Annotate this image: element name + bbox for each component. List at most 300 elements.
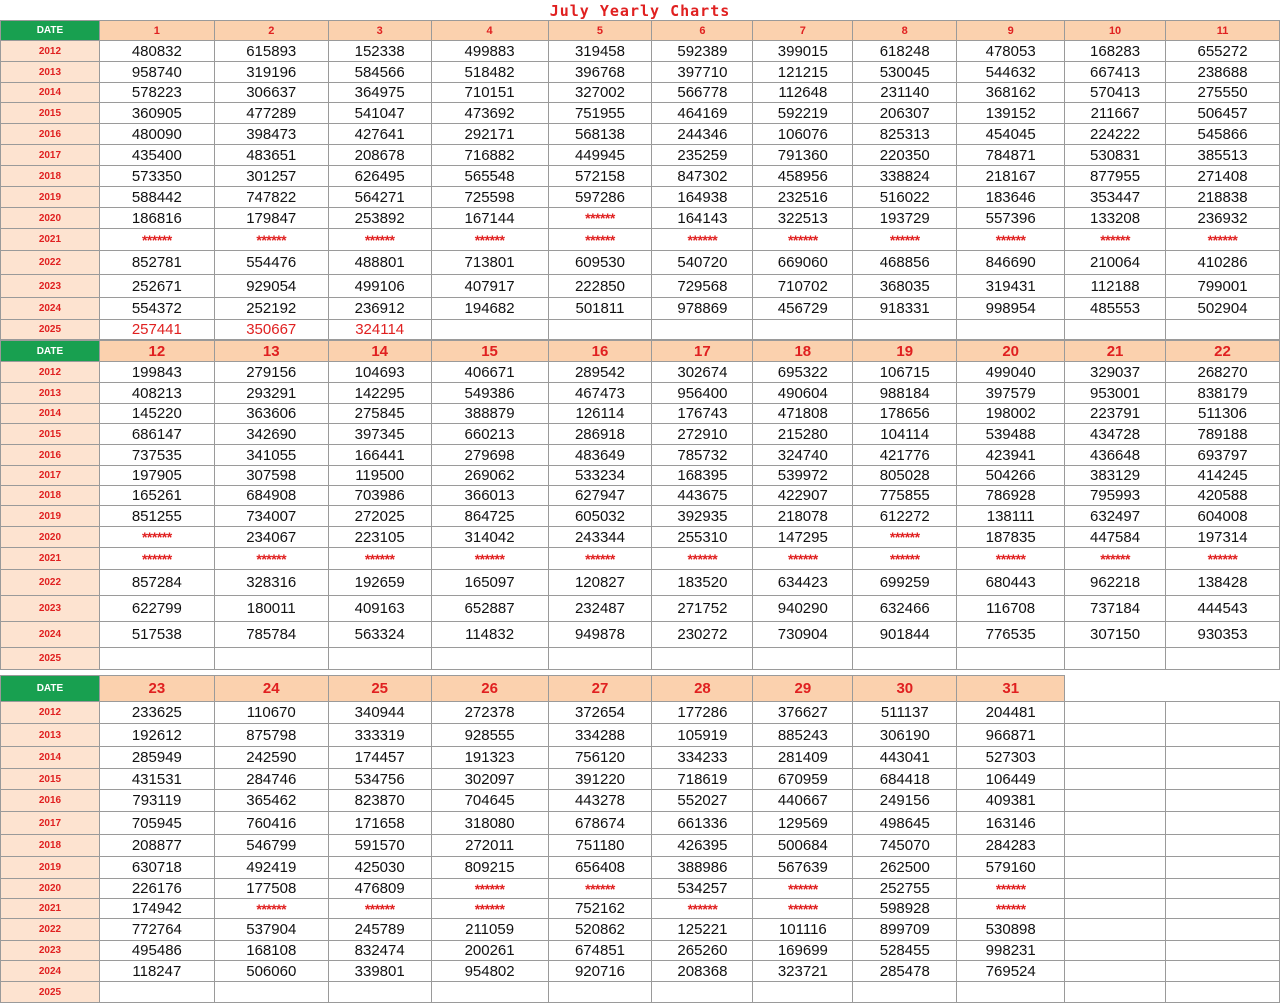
result-cell: 388879 — [431, 404, 548, 424]
result-cell: 366013 — [431, 486, 548, 506]
result-cell: 120827 — [548, 570, 652, 596]
year-label: 2012 — [1, 702, 100, 724]
year-label: 2020 — [1, 879, 100, 899]
result-cell: 435400 — [99, 145, 214, 166]
result-cell: 747822 — [214, 187, 328, 208]
result-cell: 612272 — [853, 506, 957, 527]
day-header: 28 — [652, 676, 753, 702]
result-cell: ****** — [99, 548, 214, 570]
result-cell: 458956 — [753, 166, 853, 187]
result-cell: 541047 — [328, 103, 431, 124]
result-cell: 530898 — [957, 919, 1065, 941]
day-header: 22 — [1166, 341, 1280, 362]
year-label: 2025 — [1, 320, 100, 340]
year-row — [1, 187, 1280, 208]
year-row — [1, 83, 1280, 103]
result-cell: 737184 — [1065, 596, 1166, 622]
result-cell: 398473 — [214, 124, 328, 145]
result-cell: 634423 — [753, 570, 853, 596]
result-cell: 656408 — [548, 857, 652, 879]
result-cell: 864725 — [431, 506, 548, 527]
year-label: 2015 — [1, 424, 100, 445]
result-cell: ****** — [431, 899, 548, 919]
empty-cell — [1166, 724, 1280, 747]
result-cell: 271408 — [1166, 166, 1280, 187]
result-cell: 716882 — [431, 145, 548, 166]
result-cell: 949878 — [548, 622, 652, 648]
result-cell — [753, 320, 853, 340]
result-cell: 552027 — [652, 790, 753, 812]
result-cell: 407917 — [431, 275, 548, 298]
result-cell: 730904 — [753, 622, 853, 648]
result-cell: 745070 — [853, 835, 957, 857]
year-label: 2022 — [1, 919, 100, 941]
result-cell: 480832 — [99, 41, 214, 62]
result-cell: 211667 — [1065, 103, 1166, 124]
result-cell: ****** — [1166, 548, 1280, 570]
result-cell: 106449 — [957, 769, 1065, 790]
year-label: 2012 — [1, 362, 100, 383]
result-cell: 492419 — [214, 857, 328, 879]
result-cell: 630718 — [99, 857, 214, 879]
result-cell: 597286 — [548, 187, 652, 208]
result-cell — [214, 982, 328, 1003]
empty-cell — [1166, 747, 1280, 769]
result-cell: 420588 — [1166, 486, 1280, 506]
year-row — [1, 769, 1280, 790]
day-header: 20 — [957, 341, 1065, 362]
result-cell: 232487 — [548, 596, 652, 622]
result-cell: 549386 — [431, 383, 548, 404]
year-row — [1, 506, 1280, 527]
result-cell: 615893 — [214, 41, 328, 62]
result-cell: 578223 — [99, 83, 214, 103]
result-cell — [431, 648, 548, 670]
result-cell: 350667 — [214, 320, 328, 340]
year-label: 2024 — [1, 298, 100, 320]
result-cell: 527303 — [957, 747, 1065, 769]
result-cell: 110670 — [214, 702, 328, 724]
result-cell: ****** — [957, 548, 1065, 570]
year-label: 2023 — [1, 941, 100, 961]
result-cell: 168108 — [214, 941, 328, 961]
result-cell: 592389 — [652, 41, 753, 62]
result-cell: 564271 — [328, 187, 431, 208]
result-cell: 539972 — [753, 466, 853, 486]
day-header: 1 — [99, 21, 214, 41]
result-cell: 342690 — [214, 424, 328, 445]
result-cell: 327002 — [548, 83, 652, 103]
result-cell: ****** — [548, 879, 652, 899]
date-header: DATE — [1, 21, 100, 41]
day-header: 13 — [214, 341, 328, 362]
year-row — [1, 982, 1280, 1003]
result-cell: 414245 — [1166, 466, 1280, 486]
year-label: 2014 — [1, 747, 100, 769]
result-cell: 693797 — [1166, 445, 1280, 466]
empty-cell — [1065, 747, 1166, 769]
day-header: 18 — [753, 341, 853, 362]
chart-table-days-1-11 — [0, 20, 1280, 340]
result-cell: 456729 — [753, 298, 853, 320]
year-label: 2013 — [1, 724, 100, 747]
result-cell: 660213 — [431, 424, 548, 445]
result-cell: 478053 — [957, 41, 1065, 62]
empty-cell — [1166, 919, 1280, 941]
result-cell: 204481 — [957, 702, 1065, 724]
year-row — [1, 919, 1280, 941]
result-cell: 119500 — [328, 466, 431, 486]
result-cell — [1166, 320, 1280, 340]
result-cell: 427641 — [328, 124, 431, 145]
day-header: 17 — [652, 341, 753, 362]
result-cell: 376627 — [753, 702, 853, 724]
result-cell: ****** — [548, 229, 652, 251]
result-cell: 572158 — [548, 166, 652, 187]
result-cell: 440667 — [753, 790, 853, 812]
result-cell: 183646 — [957, 187, 1065, 208]
result-cell — [753, 648, 853, 670]
result-cell: 176743 — [652, 404, 753, 424]
year-label: 2021 — [1, 899, 100, 919]
result-cell: 421776 — [853, 445, 957, 466]
result-cell: 164143 — [652, 208, 753, 229]
result-cell: 464169 — [652, 103, 753, 124]
result-cell: ****** — [853, 229, 957, 251]
year-row — [1, 702, 1280, 724]
year-row — [1, 724, 1280, 747]
result-cell: ****** — [853, 548, 957, 570]
result-cell: 920716 — [548, 961, 652, 982]
result-cell: 164938 — [652, 187, 753, 208]
result-cell: 177286 — [652, 702, 753, 724]
result-cell: 272378 — [431, 702, 548, 724]
result-cell: 579160 — [957, 857, 1065, 879]
year-label: 2016 — [1, 124, 100, 145]
year-label: 2017 — [1, 812, 100, 835]
result-cell: 809215 — [431, 857, 548, 879]
day-header: 11 — [1166, 21, 1280, 41]
result-cell: 197905 — [99, 466, 214, 486]
result-cell: 483651 — [214, 145, 328, 166]
result-cell: 364975 — [328, 83, 431, 103]
result-cell: ****** — [99, 527, 214, 548]
year-label: 2013 — [1, 62, 100, 83]
result-cell: 285949 — [99, 747, 214, 769]
result-cell: 520862 — [548, 919, 652, 941]
result-cell: 454045 — [957, 124, 1065, 145]
result-cell: 255310 — [652, 527, 753, 548]
result-cell — [652, 320, 753, 340]
year-label: 2019 — [1, 506, 100, 527]
result-cell: 341055 — [214, 445, 328, 466]
year-label: 2017 — [1, 145, 100, 166]
result-cell: 284283 — [957, 835, 1065, 857]
result-cell: 220350 — [853, 145, 957, 166]
result-cell: 236932 — [1166, 208, 1280, 229]
year-label: 2018 — [1, 486, 100, 506]
result-cell — [548, 648, 652, 670]
result-cell: 632466 — [853, 596, 957, 622]
result-cell: 116708 — [957, 596, 1065, 622]
result-cell: 301257 — [214, 166, 328, 187]
result-cell: 165097 — [431, 570, 548, 596]
result-cell: 208678 — [328, 145, 431, 166]
result-cell: ****** — [652, 899, 753, 919]
result-cell: 234067 — [214, 527, 328, 548]
result-cell: 752162 — [548, 899, 652, 919]
year-row — [1, 362, 1280, 383]
year-row — [1, 145, 1280, 166]
result-cell: 192659 — [328, 570, 431, 596]
result-cell: 322513 — [753, 208, 853, 229]
year-label: 2023 — [1, 596, 100, 622]
result-cell: 138428 — [1166, 570, 1280, 596]
result-cell: 978869 — [652, 298, 753, 320]
year-label: 2019 — [1, 857, 100, 879]
empty-cell — [1065, 769, 1166, 790]
result-cell: 502904 — [1166, 298, 1280, 320]
result-cell: 554372 — [99, 298, 214, 320]
result-cell — [548, 320, 652, 340]
result-cell: 275845 — [328, 404, 431, 424]
result-cell: 584566 — [328, 62, 431, 83]
result-cell: 179847 — [214, 208, 328, 229]
year-label: 2018 — [1, 166, 100, 187]
result-cell: 388986 — [652, 857, 753, 879]
result-cell: 710702 — [753, 275, 853, 298]
result-cell: 591570 — [328, 835, 431, 857]
result-cell — [1166, 648, 1280, 670]
result-cell: ****** — [214, 548, 328, 570]
result-cell: 852781 — [99, 251, 214, 275]
year-row — [1, 424, 1280, 445]
result-cell: 785784 — [214, 622, 328, 648]
result-cell: 622799 — [99, 596, 214, 622]
result-cell: 557396 — [957, 208, 1065, 229]
result-cell: 252192 — [214, 298, 328, 320]
year-row — [1, 486, 1280, 506]
result-cell: 784871 — [957, 145, 1065, 166]
result-cell: 106076 — [753, 124, 853, 145]
result-cell: 544632 — [957, 62, 1065, 83]
result-cell: 825313 — [853, 124, 957, 145]
year-label: 2019 — [1, 187, 100, 208]
result-cell: 847302 — [652, 166, 753, 187]
result-cell: 198002 — [957, 404, 1065, 424]
year-row — [1, 298, 1280, 320]
result-cell: 104693 — [328, 362, 431, 383]
result-cell: ****** — [431, 879, 548, 899]
day-header: 23 — [99, 676, 214, 702]
result-cell — [431, 982, 548, 1003]
year-row — [1, 899, 1280, 919]
result-cell: 319458 — [548, 41, 652, 62]
year-label: 2016 — [1, 790, 100, 812]
result-cell: 718619 — [652, 769, 753, 790]
result-cell: ****** — [1065, 229, 1166, 251]
result-cell: 793119 — [99, 790, 214, 812]
result-cell: 224222 — [1065, 124, 1166, 145]
result-cell: 699259 — [853, 570, 957, 596]
result-cell: 339801 — [328, 961, 431, 982]
result-cell: 958740 — [99, 62, 214, 83]
result-cell: 530831 — [1065, 145, 1166, 166]
result-cell: 705945 — [99, 812, 214, 835]
result-cell: 169699 — [753, 941, 853, 961]
result-cell — [214, 648, 328, 670]
year-row — [1, 166, 1280, 187]
result-cell: 823870 — [328, 790, 431, 812]
result-cell: 769524 — [957, 961, 1065, 982]
result-cell: 604008 — [1166, 506, 1280, 527]
result-cell: 338824 — [853, 166, 957, 187]
result-cell: 397710 — [652, 62, 753, 83]
result-cell: 785732 — [652, 445, 753, 466]
result-cell: 734007 — [214, 506, 328, 527]
result-cell — [431, 320, 548, 340]
day-header: 9 — [957, 21, 1065, 41]
result-cell: 563324 — [328, 622, 431, 648]
empty-cell — [1065, 982, 1166, 1003]
year-row — [1, 251, 1280, 275]
result-cell: 191323 — [431, 747, 548, 769]
result-cell: 397579 — [957, 383, 1065, 404]
result-cell: 443675 — [652, 486, 753, 506]
result-cell: 307150 — [1065, 622, 1166, 648]
year-label: 2013 — [1, 383, 100, 404]
result-cell: 678674 — [548, 812, 652, 835]
result-cell: 193729 — [853, 208, 957, 229]
result-cell: 751180 — [548, 835, 652, 857]
year-label: 2025 — [1, 982, 100, 1003]
result-cell: ****** — [957, 879, 1065, 899]
empty-cell — [1065, 919, 1166, 941]
result-cell: 737535 — [99, 445, 214, 466]
year-row — [1, 62, 1280, 83]
result-cell: 340944 — [328, 702, 431, 724]
year-row — [1, 941, 1280, 961]
empty-cell — [1065, 899, 1166, 919]
empty-cell — [1065, 941, 1166, 961]
result-cell: 661336 — [652, 812, 753, 835]
result-cell: 226176 — [99, 879, 214, 899]
result-cell: 966871 — [957, 724, 1065, 747]
result-cell: ****** — [328, 899, 431, 919]
result-cell: 838179 — [1166, 383, 1280, 404]
day-header: 5 — [548, 21, 652, 41]
result-cell: 655272 — [1166, 41, 1280, 62]
result-cell: 118247 — [99, 961, 214, 982]
result-cell: 609530 — [548, 251, 652, 275]
result-cell: 530045 — [853, 62, 957, 83]
result-cell: 565548 — [431, 166, 548, 187]
result-cell: 500684 — [753, 835, 853, 857]
result-cell: 518482 — [431, 62, 548, 83]
result-cell: 105919 — [652, 724, 753, 747]
result-cell: 171658 — [328, 812, 431, 835]
result-cell: 152338 — [328, 41, 431, 62]
result-cell: 467473 — [548, 383, 652, 404]
result-cell: 410286 — [1166, 251, 1280, 275]
result-cell: 106715 — [853, 362, 957, 383]
result-cell: 133208 — [1065, 208, 1166, 229]
result-cell: 667413 — [1065, 62, 1166, 83]
result-cell: 799001 — [1166, 275, 1280, 298]
year-row — [1, 124, 1280, 145]
result-cell: 368035 — [853, 275, 957, 298]
result-cell: 328316 — [214, 570, 328, 596]
result-cell: 447584 — [1065, 527, 1166, 548]
result-cell: 230272 — [652, 622, 753, 648]
result-cell: 232516 — [753, 187, 853, 208]
result-cell: 324740 — [753, 445, 853, 466]
result-cell: 953001 — [1065, 383, 1166, 404]
day-header: 8 — [853, 21, 957, 41]
result-cell: 268270 — [1166, 362, 1280, 383]
result-cell: 795993 — [1065, 486, 1166, 506]
result-cell: 477289 — [214, 103, 328, 124]
result-cell — [853, 982, 957, 1003]
result-cell: 114832 — [431, 622, 548, 648]
result-cell: 215280 — [753, 424, 853, 445]
result-cell: 334288 — [548, 724, 652, 747]
result-cell: 265260 — [652, 941, 753, 961]
result-cell: 776535 — [957, 622, 1065, 648]
result-cell: 249156 — [853, 790, 957, 812]
result-cell: ****** — [431, 229, 548, 251]
result-cell: 554476 — [214, 251, 328, 275]
result-cell: 495486 — [99, 941, 214, 961]
empty-cell — [1065, 790, 1166, 812]
result-cell: 281409 — [753, 747, 853, 769]
year-label: 2021 — [1, 548, 100, 570]
result-cell: 166441 — [328, 445, 431, 466]
result-cell: 177508 — [214, 879, 328, 899]
blank-cell — [1065, 676, 1166, 702]
result-cell: 857284 — [99, 570, 214, 596]
result-cell: 235259 — [652, 145, 753, 166]
result-cell: ****** — [1065, 548, 1166, 570]
year-label: 2015 — [1, 769, 100, 790]
year-row — [1, 404, 1280, 424]
year-label: 2015 — [1, 103, 100, 124]
day-header: 4 — [431, 21, 548, 41]
result-cell: 772764 — [99, 919, 214, 941]
year-row — [1, 596, 1280, 622]
result-cell: ****** — [214, 229, 328, 251]
result-cell: 192612 — [99, 724, 214, 747]
year-row — [1, 466, 1280, 486]
result-cell: 262500 — [853, 857, 957, 879]
result-cell: 138111 — [957, 506, 1065, 527]
result-cell: 392935 — [652, 506, 753, 527]
result-cell: 279156 — [214, 362, 328, 383]
result-cell: 540720 — [652, 251, 753, 275]
result-cell: 286918 — [548, 424, 652, 445]
result-cell: 285478 — [853, 961, 957, 982]
year-label: 2018 — [1, 835, 100, 857]
result-cell: 501811 — [548, 298, 652, 320]
result-cell: 208368 — [652, 961, 753, 982]
result-cell: 877955 — [1065, 166, 1166, 187]
result-cell: 533234 — [548, 466, 652, 486]
result-cell: 314042 — [431, 527, 548, 548]
empty-cell — [1065, 961, 1166, 982]
result-cell: 372654 — [548, 702, 652, 724]
header-row — [1, 341, 1280, 362]
year-row — [1, 835, 1280, 857]
